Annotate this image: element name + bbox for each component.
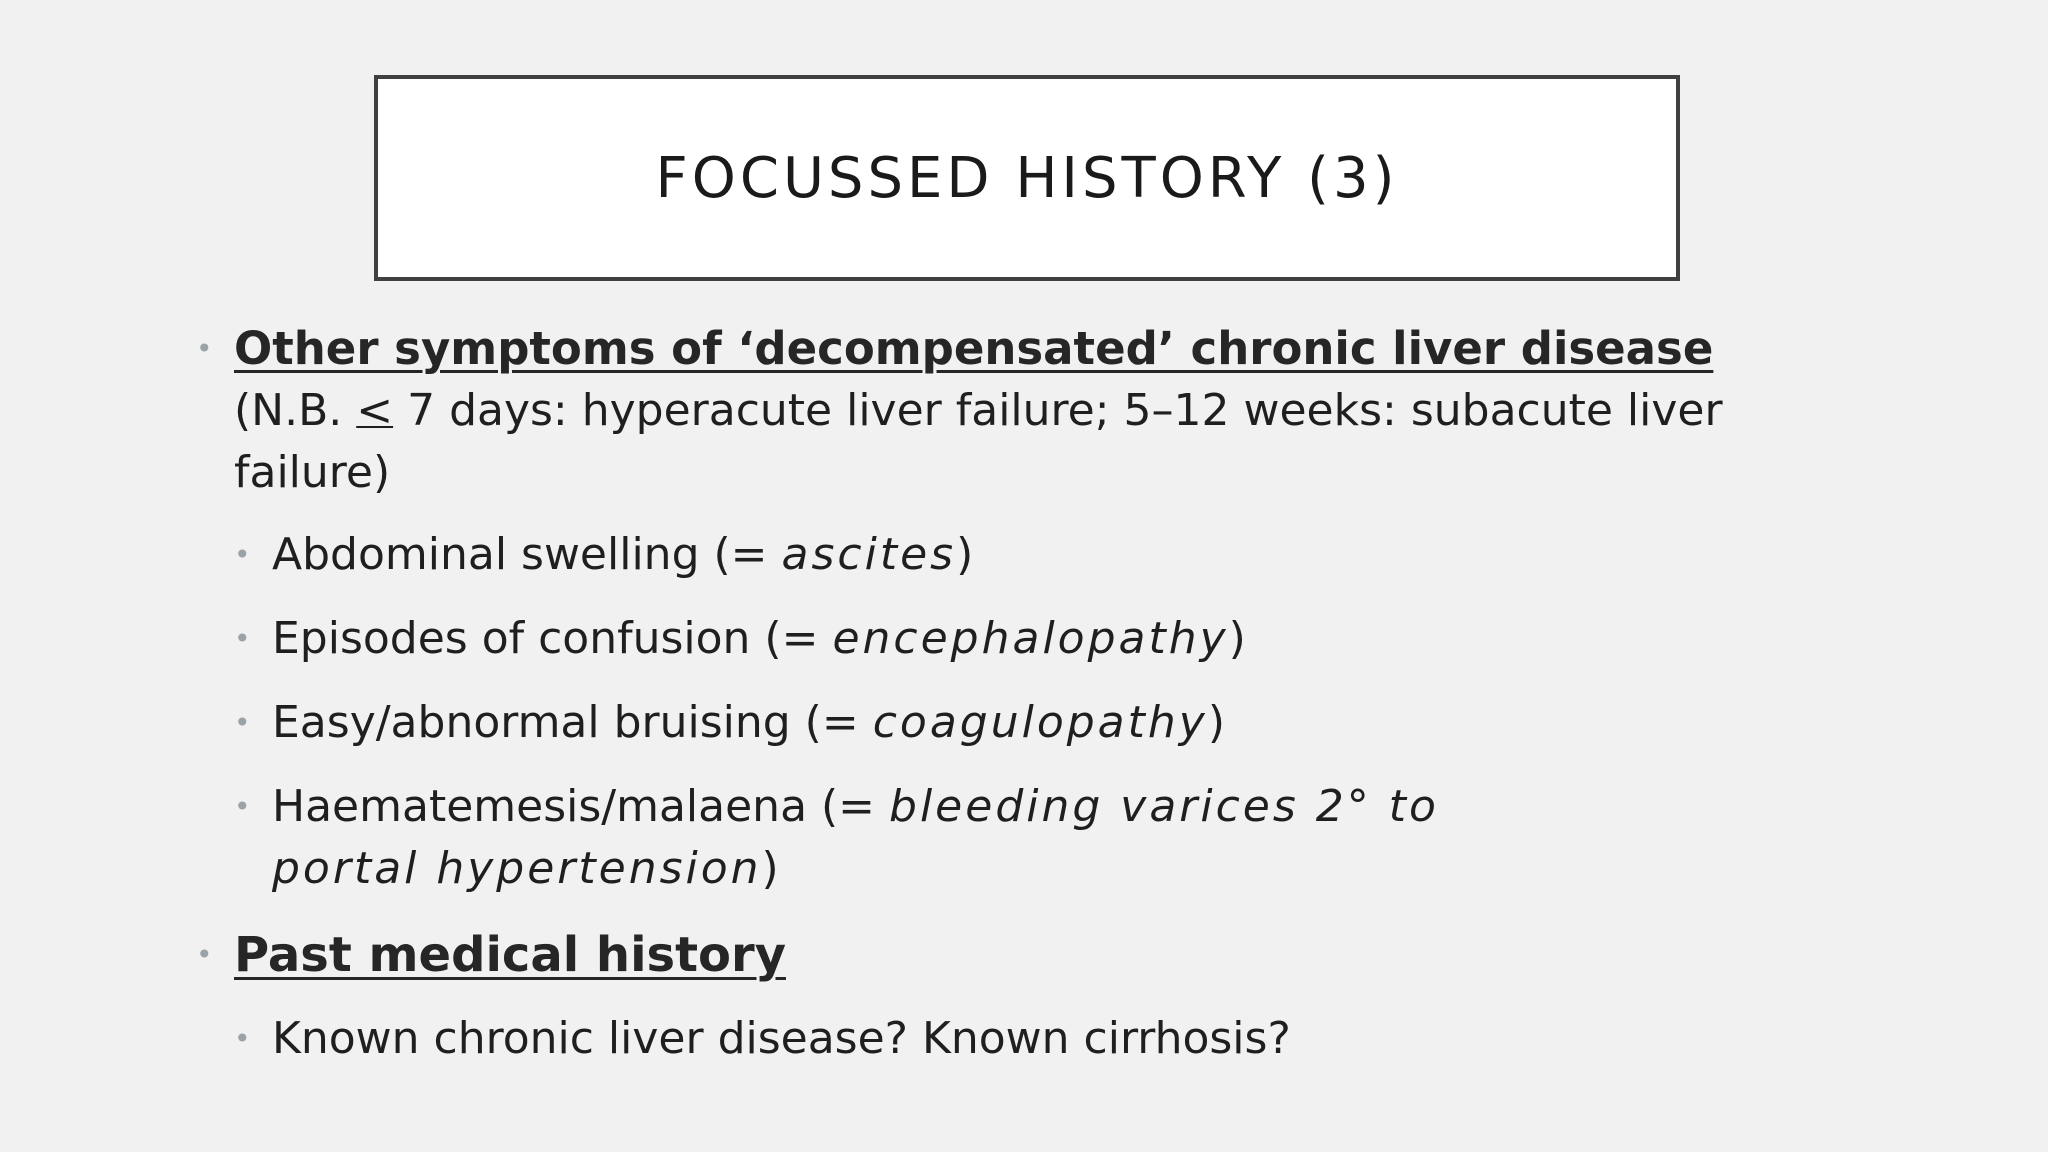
bullet-dot-icon: •	[234, 622, 251, 655]
bullet-dot-icon: •	[196, 332, 213, 365]
list-item-text: Haematemesis/malaena (= bleeding varices 2° to portal hypertension)	[272, 781, 1439, 894]
term-bleeding-varices: bleeding varices 2° to portal hypertension	[272, 781, 1439, 894]
bullet-dot-icon: •	[234, 1022, 251, 1055]
slide-title: FOCUSSED HISTORY (3)	[655, 145, 1399, 211]
note-prefix: (N.B.	[234, 385, 357, 436]
title-box	[374, 75, 1680, 281]
bullet-dot-icon: •	[234, 538, 251, 571]
section-heading-past-medical: Past medical history	[234, 927, 786, 983]
note-symbol: <	[356, 385, 394, 436]
bullet-other-symptoms	[196, 318, 1816, 380]
list-item-coagulopathy	[234, 692, 1816, 754]
list-item-bleeding-varices	[234, 776, 1816, 900]
term-ascites: ascites	[781, 529, 957, 580]
timing-note	[234, 380, 1816, 504]
section-heading-other-symptoms: Other symptoms of ‘decompensated’ chronic liver disease	[234, 322, 1714, 375]
slide-content	[196, 318, 1816, 1070]
list-item-known-cirrhosis	[234, 1008, 1816, 1070]
note-suffix: 7 days: hyperacute liver failure; 5–12 weeks: subacute liver failure)	[234, 385, 1723, 498]
bullet-past-medical-history	[196, 924, 1816, 986]
bullet-dot-icon: •	[234, 706, 251, 739]
list-item-text: Episodes of confusion (= encephalopathy)	[272, 613, 1246, 664]
list-item-text: Easy/abnormal bruising (= coagulopathy)	[272, 697, 1225, 748]
bullet-dot-icon: •	[196, 938, 213, 971]
list-item-encephalopathy	[234, 608, 1816, 670]
list-item-ascites	[234, 524, 1816, 586]
list-item-text: Abdominal swelling (= ascites)	[272, 529, 974, 580]
term-encephalopathy: encephalopathy	[832, 613, 1229, 664]
list-item-text: Known chronic liver disease? Known cirrhosis?	[272, 1013, 1291, 1064]
bullet-dot-icon: •	[234, 790, 251, 823]
term-coagulopathy: coagulopathy	[872, 697, 1208, 748]
